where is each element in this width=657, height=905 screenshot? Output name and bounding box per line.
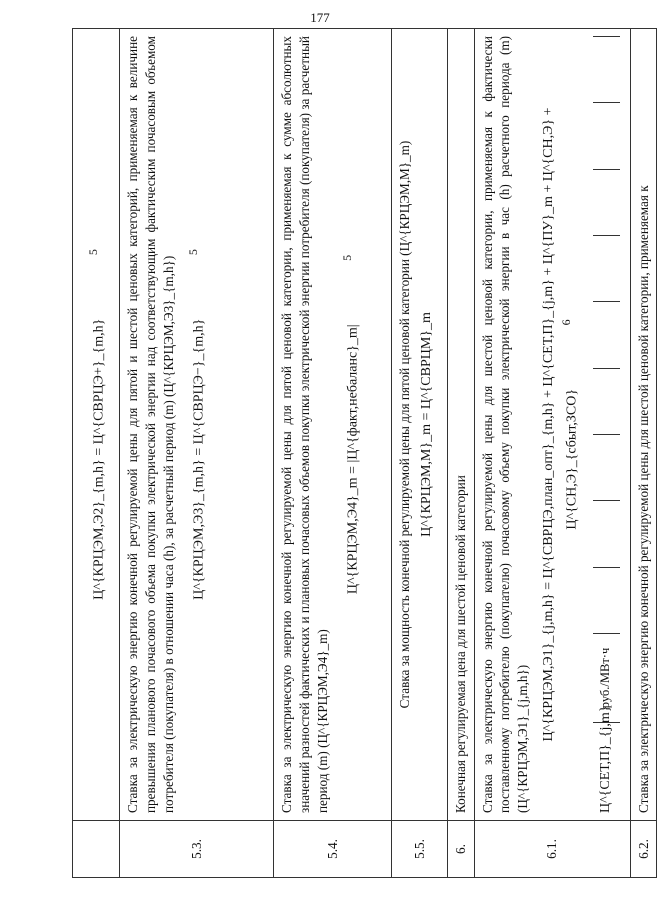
- subtable-empty-cells: [593, 36, 620, 633]
- formula: [185, 36, 209, 813]
- row-description: Ставка за мощность конечной регулируемой цены для пятой ценовой категории (Ц^{КРЦЭМ,М}_m): [397, 140, 413, 709]
- formula: [418, 36, 437, 813]
- row-text-cell: [120, 29, 274, 821]
- row-number: 5.3.: [120, 821, 274, 878]
- formula-text: Ц^{КРЦЭМ,Э1}_{j,m,h} = Ц^{СВРЦЭ,план_опт}_{m,h} + Ц^{СЕТ,П}_{j,m} + Ц^{ПУ}_m + Ц^{СН,Э} + Ц^{СН,Э}_{сбыт,ЗСО}: [540, 107, 580, 742]
- row-description: Ставка за электрическую энергию конечной регулируемой цены для пятой и шестой ценовых категорий, применяемая к величине превышения планового почасового объема покупки электрической энергии над соответствующим фактическим почасовым объемом потребителя (покупателя) в отношении часа (h), за расчетный период (m) (Ц^{КРЦЭМ,Э3}_{m,h}): [125, 36, 176, 813]
- formula-endnote: 6: [559, 319, 574, 326]
- subtable-unit: руб./МВт·ч: [593, 633, 620, 723]
- row-number: 6.2.: [630, 821, 657, 878]
- table-row: [274, 29, 392, 878]
- formula-text: Ц^{КРЦЭМ,Э4}_m = |Ц^{факт,небаланс}_m|: [346, 324, 362, 595]
- table-row: [474, 29, 630, 878]
- table-row: [630, 29, 657, 878]
- row-text-cell: [274, 29, 392, 821]
- row-text-cell: [392, 29, 447, 821]
- row-description: Конечная регулируемая цена для шестой ценовой категории: [452, 475, 468, 813]
- formula: [85, 36, 109, 813]
- row-description: Ставка за электрическую энергию конечной регулируемой цены для шестой ценовой категории, применяемая к фактически поставленному потребителю (покупателю) почасовому объему покупки электрической энергии в час (h) расчетного периода (m) (Ц^{КРЦЭМ,Э1}_{j,m,h}): [479, 36, 530, 813]
- formula: [339, 36, 363, 813]
- row-text-cell: [474, 29, 630, 821]
- formula-subtable: [593, 36, 620, 813]
- price-table: [72, 28, 657, 878]
- formula-text: Ц^{КРЦЭМ,Э2}_{m,h} = Ц^{СВРЦЭ+}_{m,h}: [91, 318, 107, 600]
- formula-endnote: 5: [86, 249, 100, 256]
- formula-endnote: 5: [186, 249, 201, 256]
- row-number: 5.4.: [274, 821, 392, 878]
- table-row: [392, 29, 447, 878]
- formula: [540, 36, 583, 813]
- table-row: [73, 29, 120, 878]
- page-number: 177: [310, 10, 330, 25]
- table-row: [120, 29, 274, 878]
- row-number: [73, 821, 120, 878]
- formula-text: Ц^{КРЦЭМ,М}_m = Ц^{СВРЦМ}_m: [419, 312, 435, 537]
- row-description: Ставка за электрическую энергию конечной регулируемой цены для пятой ценовой категории, применяемая к сумме абсолютных значений разностей фактических и плановых почасовых объемов покупки электрической энергии потребителя (покупателя) за расчетный период (m) (Ц^{КРЦЭМ,Э4}_m): [279, 36, 330, 813]
- row-formula-cell: [73, 29, 120, 821]
- row-number: 6.1.: [474, 821, 630, 878]
- rotated-table-wrapper: [72, 28, 651, 878]
- row-text-cell: [630, 29, 657, 821]
- row-number: 5.5.: [392, 821, 447, 878]
- row-number: 6.: [447, 821, 474, 878]
- row-text-cell: [447, 29, 474, 821]
- table-row: [447, 29, 474, 878]
- row-description: Ставка за электрическую энергию конечной регулируемой цены для шестой ценовой категории, применяемая к: [635, 185, 651, 813]
- formula-endnote: 5: [340, 254, 355, 261]
- formula-text: Ц^{КРЦЭМ,Э3}_{m,h} = Ц^{СВРЦЭ−}_{m,h}: [192, 318, 208, 600]
- subtable-symbol: Ц^{СЕТ,П}_{j,m}: [597, 705, 613, 813]
